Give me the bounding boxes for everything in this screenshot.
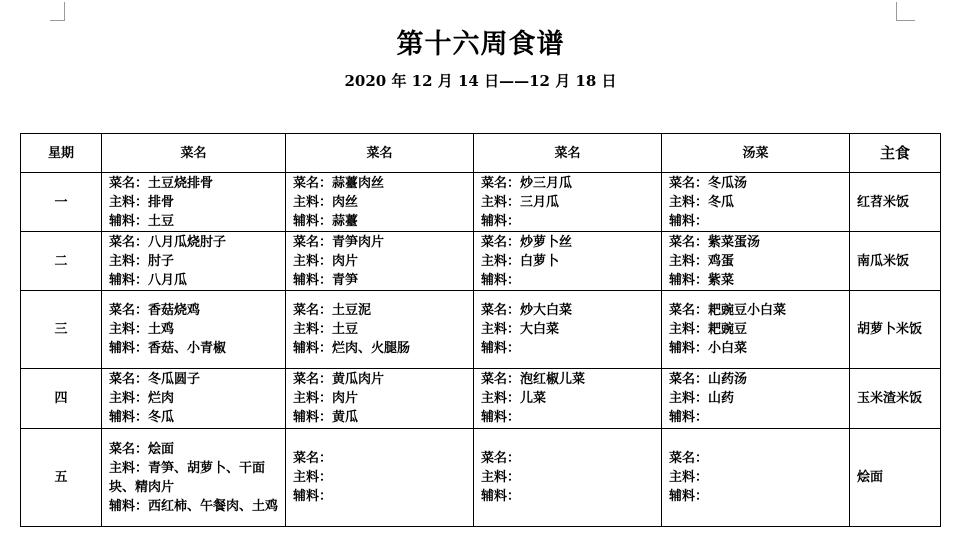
field-value: 山药汤 (708, 372, 748, 387)
main-ingredient-line (669, 320, 849, 339)
field-label: 菜名： (481, 175, 521, 191)
field-label: 主料： (481, 194, 521, 210)
field-label: 菜名： (481, 451, 521, 466)
field-value: 冬瓜 (708, 194, 735, 210)
field-label: 主料： (481, 391, 521, 406)
dish-name-line (293, 449, 473, 468)
field-value: 山药 (708, 391, 735, 406)
field-value: 炒萝卜丝 (520, 234, 573, 250)
dish-name-line (481, 449, 661, 468)
weekday-cell: 四 (21, 369, 102, 429)
dish-2-cell (286, 232, 474, 291)
field-label: 辅料： (109, 341, 149, 356)
field-value: 烩面 (148, 441, 175, 457)
page-title: 第十六周食谱 (396, 29, 565, 60)
dish-3-cell (474, 369, 662, 429)
aux-ingredient-line (481, 271, 661, 290)
field-value: 泡红椒儿菜 (520, 372, 586, 387)
aux-ingredient-line (109, 408, 285, 427)
field-value: 大白菜 (520, 322, 560, 337)
field-value: 八月瓜烧肘子 (148, 234, 227, 250)
field-label: 主料： (669, 253, 709, 269)
dish-name-line (293, 370, 473, 389)
dish-1-cell (102, 291, 286, 369)
dish-name-line (669, 449, 849, 468)
aux-ingredient-line (669, 408, 849, 427)
field-value: 耙豌豆 (708, 322, 748, 337)
weekday-cell: 三 (21, 291, 102, 369)
dish-3-cell (474, 429, 662, 527)
main-ingredient-line (669, 252, 849, 271)
field-label: 主料： (481, 322, 521, 337)
field-label: 辅料： (293, 410, 333, 425)
field-label: 菜名： (109, 441, 149, 457)
field-label: 辅料： (481, 489, 521, 504)
aux-ingredient-line (109, 212, 285, 231)
field-label: 辅料： (109, 213, 149, 229)
staple-cell: 南瓜米饭 (850, 232, 941, 291)
header-weekday: 星期 (21, 134, 102, 173)
field-label: 主料： (481, 470, 521, 485)
weekday-cell: 五 (21, 429, 102, 527)
field-value: 烂肉、火腿肠 (332, 341, 411, 356)
field-value: 炒三月瓜 (520, 175, 573, 191)
soup-cell (662, 291, 850, 369)
field-label: 主料： (669, 470, 709, 485)
field-label: 菜名： (669, 234, 709, 250)
aux-ingredient-line (481, 212, 661, 231)
field-value: 八月瓜 (148, 272, 188, 288)
page-corner-mark-left (50, 2, 65, 21)
main-ingredient-line (669, 389, 849, 408)
aux-ingredient-line (293, 408, 473, 427)
field-value: 肉丝 (332, 194, 359, 210)
field-label: 菜名： (109, 372, 149, 387)
dish-name-line (481, 301, 661, 320)
field-label: 辅料： (481, 341, 521, 356)
field-label: 菜名： (109, 175, 149, 191)
dish-name-line (481, 174, 661, 193)
main-ingredient-line (669, 193, 849, 212)
field-label: 辅料： (293, 341, 333, 356)
field-label: 主料： (109, 253, 149, 269)
main-ingredient-line (293, 252, 473, 271)
field-label: 辅料： (481, 272, 521, 288)
field-value: 肉片 (332, 391, 359, 406)
dish-name-line (109, 233, 285, 252)
dish-name-line (293, 233, 473, 252)
aux-ingredient-line (481, 339, 661, 358)
main-ingredient-line (109, 320, 285, 339)
main-ingredient-line (109, 459, 285, 497)
field-label: 辅料： (109, 410, 149, 425)
field-label: 主料： (293, 391, 333, 406)
dish-3-cell (474, 173, 662, 232)
field-value: 耙豌豆小白菜 (708, 303, 787, 318)
dish-name-line (669, 233, 849, 252)
field-label: 主料： (481, 253, 521, 269)
field-value: 青笋肉片 (332, 234, 385, 250)
soup-cell (662, 232, 850, 291)
field-label: 辅料： (669, 489, 709, 504)
field-label: 主料： (669, 391, 709, 406)
main-ingredient-line (293, 468, 473, 487)
table-row (21, 429, 941, 527)
field-value: 蒜薹 (332, 213, 359, 229)
field-label: 菜名： (293, 234, 333, 250)
dish-3-cell (474, 291, 662, 369)
field-label: 主料： (293, 470, 333, 485)
aux-ingredient-line (293, 212, 473, 231)
field-value: 排骨 (148, 194, 175, 210)
aux-ingredient-line (109, 339, 285, 358)
field-value: 香菇烧鸡 (148, 303, 201, 318)
field-label: 主料： (669, 322, 709, 337)
date-range: 2020 年 12 月 14 日——12 月 18 日 (344, 72, 617, 90)
field-label: 菜名： (293, 175, 333, 191)
header-dish-3: 菜名 (474, 134, 662, 173)
field-label: 菜名： (669, 372, 709, 387)
aux-ingredient-line (669, 487, 849, 506)
field-value: 黄瓜肉片 (332, 372, 385, 387)
staple-cell: 胡萝卜米饭 (850, 291, 941, 369)
aux-ingredient-line (293, 271, 473, 290)
field-label: 辅料： (669, 213, 709, 229)
dish-name-line (109, 370, 285, 389)
field-value: 香菇、小青椒 (148, 341, 227, 356)
field-value: 蒜薹肉丝 (332, 175, 385, 191)
field-value: 冬瓜 (148, 410, 175, 425)
field-label: 菜名： (293, 303, 333, 318)
main-ingredient-line (481, 252, 661, 271)
field-value: 西红柿、午餐肉、土鸡 (148, 498, 279, 514)
main-ingredient-line (481, 468, 661, 487)
field-value: 青笋 (332, 272, 359, 288)
aux-ingredient-line (669, 212, 849, 231)
field-value: 土豆烧排骨 (148, 175, 214, 191)
field-label: 辅料： (669, 410, 709, 425)
table-row (21, 232, 941, 291)
field-label: 菜名： (109, 303, 149, 318)
field-label: 主料： (293, 322, 333, 337)
weekday-cell: 二 (21, 232, 102, 291)
field-value: 土鸡 (148, 322, 175, 337)
aux-ingredient-line (293, 487, 473, 506)
aux-ingredient-line (109, 271, 285, 290)
field-label: 辅料： (481, 410, 521, 425)
aux-ingredient-line (669, 339, 849, 358)
field-value: 冬瓜汤 (708, 175, 748, 191)
weekday-cell: 一 (21, 173, 102, 232)
staple-cell: 烩面 (850, 429, 941, 527)
field-value: 烂肉 (148, 391, 175, 406)
field-value: 鸡蛋 (708, 253, 735, 269)
dish-1-cell (102, 232, 286, 291)
field-value: 土豆泥 (332, 303, 372, 318)
dish-name-line (669, 301, 849, 320)
table-row (21, 369, 941, 429)
field-label: 辅料： (109, 272, 149, 288)
dish-2-cell (286, 291, 474, 369)
field-label: 主料： (109, 322, 149, 337)
dish-2-cell (286, 369, 474, 429)
field-label: 主料： (293, 253, 333, 269)
header-dish-2: 菜名 (286, 134, 474, 173)
dish-name-line (481, 370, 661, 389)
dish-1-cell (102, 429, 286, 527)
field-label: 菜名： (293, 372, 333, 387)
field-value: 白萝卜 (520, 253, 560, 269)
field-value: 小白菜 (708, 341, 748, 356)
main-ingredient-line (669, 468, 849, 487)
dish-1-cell (102, 173, 286, 232)
field-value: 土豆 (332, 322, 359, 337)
dish-name-line (669, 174, 849, 193)
dish-name-line (669, 370, 849, 389)
soup-cell (662, 429, 850, 527)
dish-name-line (481, 233, 661, 252)
field-value: 紫菜 (708, 272, 735, 288)
field-label: 主料： (109, 194, 149, 210)
field-label: 辅料： (669, 341, 709, 356)
field-label: 菜名： (293, 451, 333, 466)
field-label: 主料： (109, 460, 149, 476)
dish-2-cell (286, 429, 474, 527)
field-label: 辅料： (293, 213, 333, 229)
field-label: 主料： (293, 194, 333, 210)
field-label: 主料： (109, 391, 149, 406)
dish-name-line (109, 301, 285, 320)
main-ingredient-line (293, 389, 473, 408)
field-label: 辅料： (669, 272, 709, 288)
dish-name-line (293, 174, 473, 193)
aux-ingredient-line (669, 271, 849, 290)
field-value: 儿菜 (520, 391, 547, 406)
header-dish-1: 菜名 (102, 134, 286, 173)
aux-ingredient-line (293, 339, 473, 358)
main-ingredient-line (293, 193, 473, 212)
field-value: 黄瓜 (332, 410, 359, 425)
staple-cell: 红苕米饭 (850, 173, 941, 232)
field-value: 冬瓜圆子 (148, 372, 201, 387)
field-label: 菜名： (669, 451, 709, 466)
dish-2-cell (286, 173, 474, 232)
dish-3-cell (474, 232, 662, 291)
soup-cell (662, 369, 850, 429)
field-value: 三月瓜 (520, 194, 560, 210)
soup-cell (662, 173, 850, 232)
field-value: 肘子 (148, 253, 175, 269)
field-value: 炒大白菜 (520, 303, 573, 318)
field-value: 紫菜蛋汤 (708, 234, 761, 250)
field-label: 菜名： (669, 303, 709, 318)
field-label: 辅料： (109, 498, 149, 514)
field-value: 肉片 (332, 253, 359, 269)
field-value: 青笋、胡萝卜、干面块、精肉片 (109, 460, 266, 495)
field-label: 辅料： (293, 272, 333, 288)
menu-table (20, 133, 941, 527)
dish-name-line (109, 440, 285, 459)
field-label: 菜名： (481, 234, 521, 250)
page-corner-mark-right (896, 2, 915, 21)
dish-name-line (109, 174, 285, 193)
aux-ingredient-line (109, 497, 285, 516)
field-label: 辅料： (293, 489, 333, 504)
table-row (21, 173, 941, 232)
field-label: 菜名： (669, 175, 709, 191)
header-row (21, 134, 941, 173)
dish-1-cell (102, 369, 286, 429)
header-soup: 汤菜 (662, 134, 850, 173)
field-label: 辅料： (481, 213, 521, 229)
main-ingredient-line (481, 389, 661, 408)
main-ingredient-line (481, 193, 661, 212)
field-label: 菜名： (109, 234, 149, 250)
aux-ingredient-line (481, 408, 661, 427)
table-row (21, 291, 941, 369)
field-label: 主料： (669, 194, 709, 210)
field-label: 菜名： (481, 372, 521, 387)
main-ingredient-line (481, 320, 661, 339)
main-ingredient-line (109, 389, 285, 408)
aux-ingredient-line (481, 487, 661, 506)
field-value: 土豆 (148, 213, 175, 229)
main-ingredient-line (109, 252, 285, 271)
main-ingredient-line (293, 320, 473, 339)
dish-name-line (293, 301, 473, 320)
staple-cell: 玉米渣米饭 (850, 369, 941, 429)
main-ingredient-line (109, 193, 285, 212)
field-label: 菜名： (481, 303, 521, 318)
header-staple: 主食 (850, 134, 941, 173)
